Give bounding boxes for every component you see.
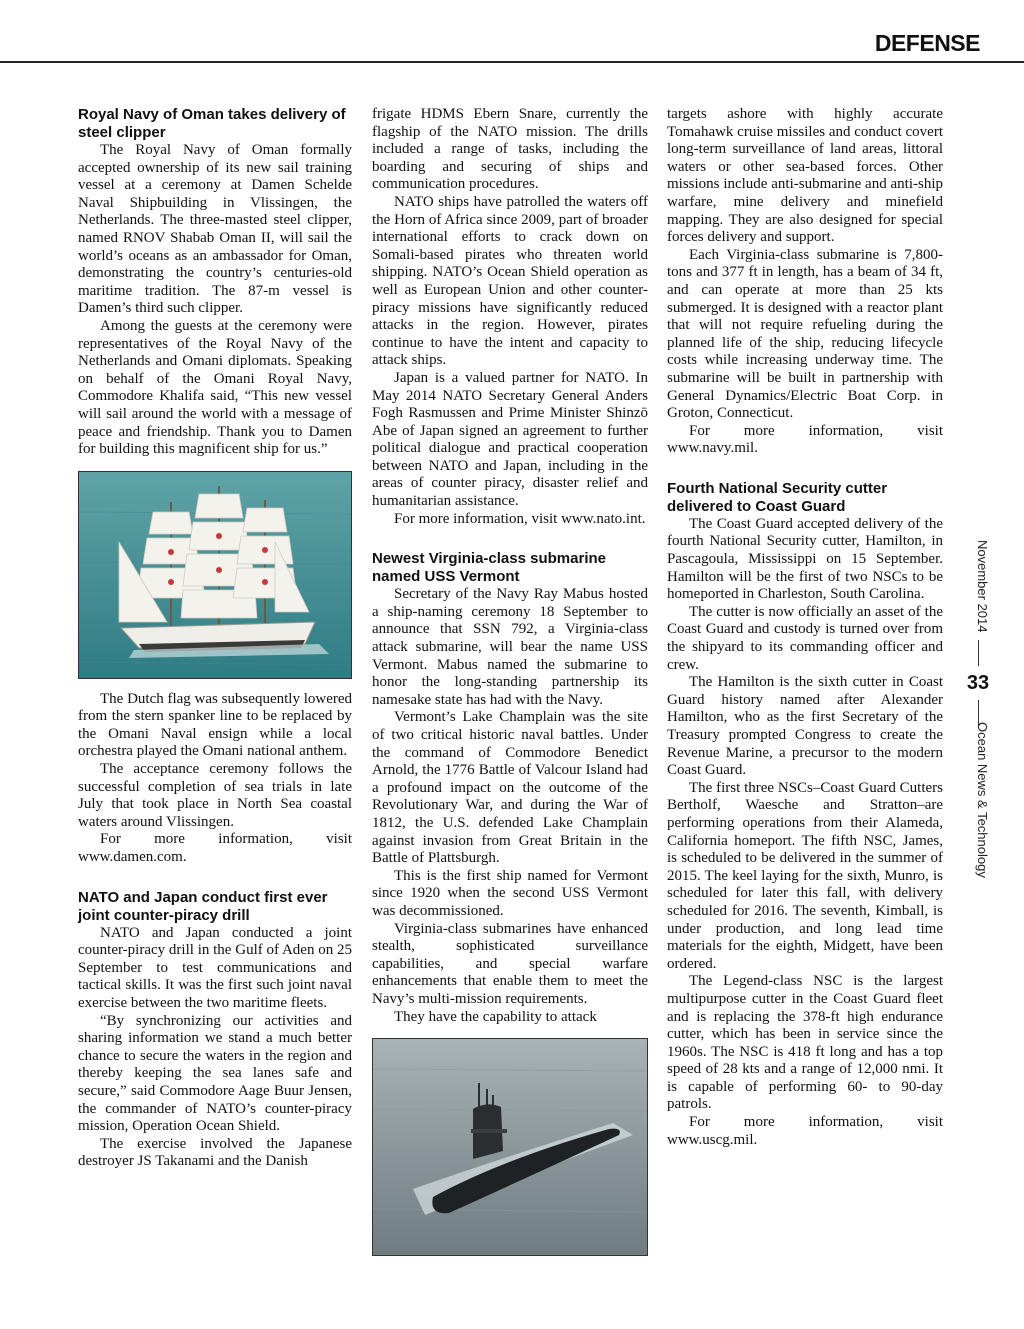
submarine-photo — [372, 1038, 648, 1256]
paragraph: The Legend-class NSC is the largest multipurpose cutter in the Coast Guard fleet and is replacing the 378-ft high endurance cutter, which has been in service since the 1960s. The NSC is 418 ft long and has a top speed of 28 kts and a range of 12,000 nmi. It is capable of performing 60- to 90-day patrols. — [667, 973, 943, 1113]
paragraph: NATO and Japan conducted a joint counter-piracy drill in the Gulf of Aden on 25 September to test communications and tactical skills. It was the first such joint naval exercise between the two maritime fleets. — [78, 924, 352, 1011]
paragraph: The Hamilton is the sixth cutter in Coast Guard history named after Alexander Hamilton, who as the first Secretary of the Treasury prompted Congress to create the Revenue Marine, a precursor to the modern Coast Guard. — [667, 674, 943, 779]
paragraph: For more information, visit www.navy.mil. — [667, 422, 943, 457]
paragraph: For more information, visit www.damen.com. — [78, 831, 352, 866]
paragraph: NATO ships have patrolled the waters off the Horn of Africa since 2009, part of broader international efforts to crack down on Somali-based pirates who threaten world shipping. NATO’s Ocean Shield operation as well as European Union and other counter-piracy missions have significantly reduced attacks in the region. However, pirates continue to have the intent and capacity to attack ships. — [372, 193, 648, 369]
section-header: DEFENSE — [874, 30, 980, 56]
paragraph: targets ashore with highly accurate Tomahawk cruise missiles and conduct covert long-term surveillance of land areas, littoral waters or other sea-based forces. Other missions include anti-submarine and anti-ship warfare, mine delivery and minefield mapping. They are also designed for special forces delivery and support. — [667, 106, 943, 246]
header-rule — [0, 61, 1024, 63]
folio-divider — [978, 640, 979, 666]
paragraph: Japan is a valued partner for NATO. In May 2014 NATO Secretary General Anders Fogh Rasmussen and Prime Minister Shinzō Abe of Japan signed an agreement to further political dialogue and practical cooperation between NATO and Japan, including in the areas of counter piracy, disaster relief and humanitarian assistance. — [372, 369, 648, 510]
paragraph: frigate HDMS Ebern Snare, currently the flagship of the NATO mission. The drills included a range of tasks, including the boarding and securing of ships and communication procedures. — [372, 106, 648, 193]
column-2 — [372, 106, 648, 1268]
paragraph: The Dutch flag was subsequently lowered from the stern spanker line to be replaced by the Omani Naval ensign while a local orchestra played the Omani national anthem. — [78, 690, 353, 760]
paragraph: Vermont’s Lake Champlain was the site of two critical historic naval battles. Under the command of Commodore Benedict Arnold, the 1776 Battle of Valcour Island had a profound impact on the outcome of the Revolutionary War, and during the War of 1812, the U.S. defended Lake Champlain against invasion from Great Britain in the Battle of Plattsburgh. — [372, 709, 648, 867]
paragraph: The exercise involved the Japanese destroyer JS Takanami and the Danish — [78, 1135, 352, 1170]
paragraph: For more information, visit www.nato.int. — [394, 510, 646, 527]
article-title-oman: Royal Navy of Oman takes delivery of steel clipper — [78, 106, 346, 141]
column-1 — [78, 106, 352, 1171]
article-title-nato: NATO and Japan conduct first ever joint counter-piracy drill — [78, 888, 328, 924]
paragraph: The Royal Navy of Oman formally accepted ownership of its new sail training vessel at a ceremony at Damen Schelde Naval Shipbuilding in Vlissingen, the Netherlands. The three-masted steel clipper, named RNOV Shabab Oman II, will sail the world’s oceans as an ambassador for Oman, demonstrating the country’s centuries-old maritime tradition. The 87-m vessel is Damen’s third such clipper. — [78, 142, 352, 317]
paragraph: Among the guests at the ceremony were representatives of the Royal Navy of the Netherlands and Omani diplomats. Speaking on behalf of the Omani Royal Navy, Commodore Khalifa said, “This new vessel will sail around the world with a message of peace and friendship. Thank you to Damen for building this magnificent ship for us.” — [78, 317, 352, 458]
paragraph: “By synchronizing our activities and sharing information we stand a much better chance to secure the waters in the region and thereby keeping the sea lanes safe and secure,” said Commodore Aage Buur Jensen, the commander of NATO’s counter-piracy mission, Operation Ocean Shield. — [78, 1012, 352, 1135]
column-3 — [667, 106, 943, 1149]
paragraph: Secretary of the Navy Ray Mabus hosted a ship-naming ceremony 18 September to announce that SSN 792, a Virginia-class attack submarine, will bear the name USS Vermont. Mabus named the submarine to honor the long-standing partnership its namesake state has had with the Navy. — [372, 586, 648, 708]
paragraph: The cutter is now officially an asset of the Coast Guard and custody is turned over from the shipyard to its commanding officer and crew. — [667, 603, 943, 673]
paragraph: They have the capability to attack — [394, 1008, 597, 1025]
paragraph: Each Virginia-class submarine is 7,800-tons and 377 ft in length, has a beam of 34 ft, and can operate at more than 25 kts submerged. It is designed with a reactor plant that will not require refueling during the planned life of the ship, reducing lifecycle costs while increasing underway time. The submarine will be built in partnership with General Dynamics/Electric Boat Corp. in Groton, Connecticut. — [667, 246, 943, 422]
article-title-coastguard: Fourth National Security cutter delivered to Coast Guard — [667, 479, 888, 515]
paragraph: This is the first ship named for Vermont since 1920 when the second USS Vermont was decommissioned. — [372, 867, 648, 919]
paragraph: The Coast Guard accepted delivery of the fourth National Security cutter, Hamilton, in Pascagoula, Mississippi on 15 September. Hamilton will be the first of two NSCs to be homeported in Charleston, South Carolina. — [667, 515, 943, 603]
paragraph: The acceptance ceremony follows the successful completion of sea trials in late July that took place in North Sea coastal waters around Vlissingen. — [78, 761, 352, 830]
paragraph: Virginia-class submarines have enhanced stealth, sophisticated surveillance capabilities, and special warfare enhancements that enable them to meet the Navy’s multi-mission requirements. — [372, 920, 648, 1007]
issue-date: November 2014 — [975, 540, 990, 633]
paragraph: The first three NSCs–Coast Guard Cutters Bertholf, Waesche and Stratton–are performing operations from their Alameda, California homeport. The fifth NSC, James, is scheduled to be delivered in the summer of 2015. The keel laying for the sixth, Munro, is scheduled for later this fall, with delivery scheduled for 2016. The seventh, Kimball, is under production, and long lead time materials for the eighth, Midgett, have been ordered. — [667, 779, 943, 972]
article-title-vermont: Newest Virginia-class submarine named USS Vermont — [372, 550, 606, 586]
clipper-ship-photo — [78, 471, 352, 679]
page-number: 33 — [966, 672, 990, 694]
publication-name: Ocean News & Technology — [975, 722, 990, 878]
paragraph: For more information, visit www.uscg.mil. — [667, 1114, 943, 1148]
